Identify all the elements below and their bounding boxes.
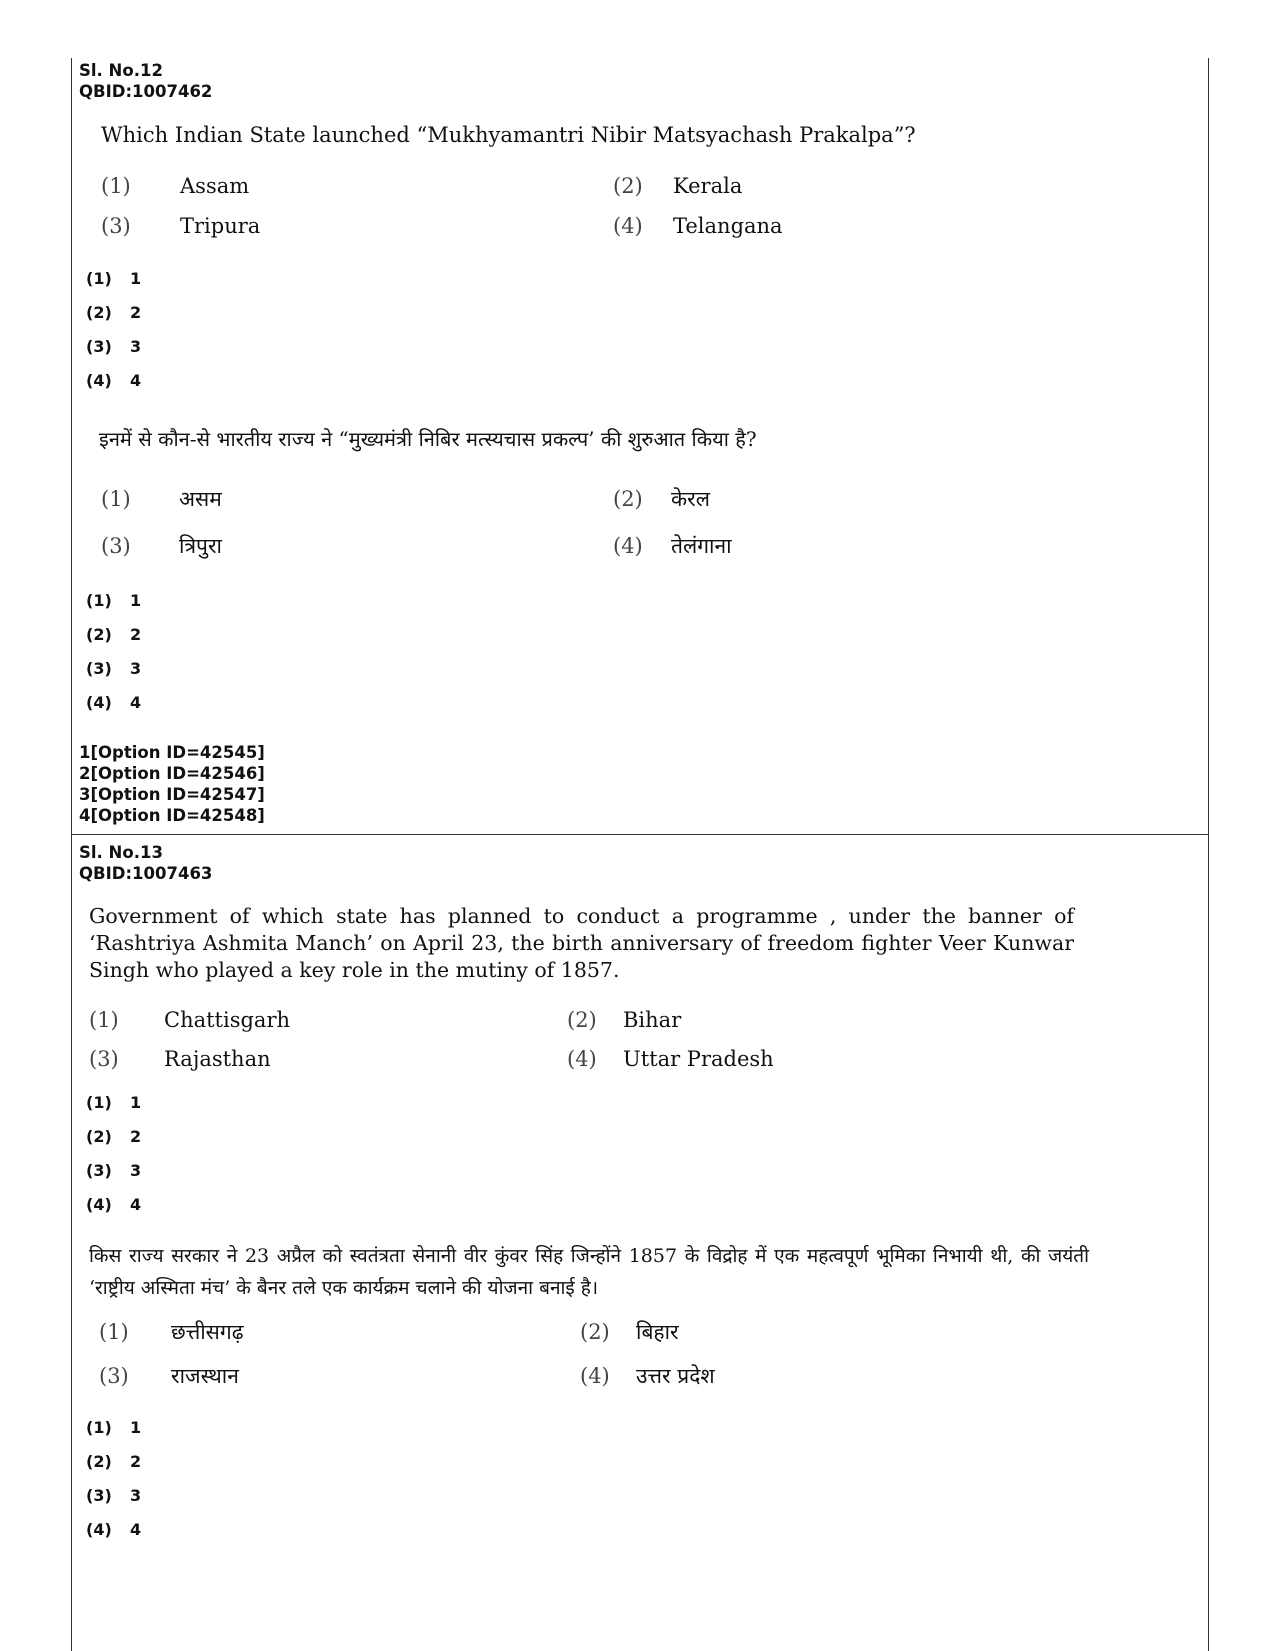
option-4-hindi — [580, 1363, 715, 1389]
option-2-hindi — [613, 486, 710, 512]
answer-choice[interactable]: (2) 2 — [86, 303, 142, 322]
option-2-english — [567, 1007, 682, 1033]
answer-choice[interactable]: (4) 4 — [86, 693, 142, 712]
left-border — [71, 58, 72, 1651]
answer-choice[interactable]: (1) 1 — [86, 591, 142, 610]
option-number: (3) — [89, 1047, 119, 1071]
option-text: छत्तीसगढ़ — [171, 1320, 244, 1344]
option-id: 4[Option ID=42548] — [79, 806, 265, 825]
serial-number: Sl. No.13 — [79, 843, 163, 862]
option-text: राजस्थान — [171, 1364, 239, 1388]
option-1-hindi — [101, 486, 222, 512]
answer-choice[interactable]: (4) 4 — [86, 1520, 142, 1539]
option-text: तेलंगाना — [671, 534, 732, 558]
option-number: (2) — [580, 1320, 610, 1344]
question-text-english: Which Indian State launched “Mukhyamantri Nibir Matsyachash Prakalpa”? — [101, 123, 916, 147]
option-number: (4) — [613, 534, 643, 558]
qbid: QBID:1007463 — [79, 864, 213, 883]
option-4-english — [613, 213, 783, 239]
right-border — [1208, 58, 1209, 1651]
answer-choice[interactable]: (2) 2 — [86, 1452, 142, 1471]
answer-choice[interactable]: (2) 2 — [86, 625, 142, 644]
question-divider — [71, 834, 1209, 835]
option-text: Chattisgarh — [164, 1008, 291, 1032]
option-number: (4) — [567, 1047, 597, 1071]
answer-choice[interactable]: (4) 4 — [86, 371, 142, 390]
option-id-list — [79, 742, 265, 826]
option-text: केरल — [671, 487, 710, 511]
option-text: Telangana — [673, 214, 783, 238]
question-text-hindi: इनमें से कौन-से भारतीय राज्य ने “मुख्यमंत्री निबिर मत्स्यचास प्रकल्प’ की शुरुआत किया है? — [99, 427, 757, 451]
option-text: Bihar — [623, 1008, 682, 1032]
option-number: (2) — [613, 487, 643, 511]
answer-choice[interactable]: (4) 4 — [86, 1195, 142, 1214]
option-1-hindi — [99, 1319, 244, 1345]
option-3-english — [101, 213, 261, 239]
option-id: 2[Option ID=42546] — [79, 764, 265, 783]
option-1-english — [101, 173, 250, 199]
option-text: बिहार — [636, 1320, 679, 1344]
answer-choice[interactable]: (1) 1 — [86, 1418, 142, 1437]
option-number: (1) — [99, 1320, 129, 1344]
option-text: उत्तर प्रदेश — [636, 1364, 715, 1388]
option-4-english — [567, 1046, 774, 1072]
answer-choice[interactable]: (3) 3 — [86, 1161, 142, 1180]
answer-choice[interactable]: (3) 3 — [86, 659, 142, 678]
option-number: (1) — [101, 487, 131, 511]
option-number: (2) — [567, 1008, 597, 1032]
option-text: Rajasthan — [164, 1047, 271, 1071]
answer-choice[interactable]: (3) 3 — [86, 337, 142, 356]
option-number: (4) — [580, 1364, 610, 1388]
option-number: (1) — [101, 174, 131, 198]
option-3-english — [89, 1046, 271, 1072]
option-id: 1[Option ID=42545] — [79, 743, 265, 762]
option-1-english — [89, 1007, 291, 1033]
option-number: (3) — [99, 1364, 129, 1388]
option-text: असम — [179, 487, 222, 511]
answer-choice[interactable]: (1) 1 — [86, 1093, 142, 1112]
serial-number: Sl. No.12 — [79, 61, 163, 80]
option-3-hindi — [99, 1363, 239, 1389]
question-text-hindi: किस राज्य सरकार ने 23 अप्रैल को स्वतंत्रता सेनानी वीर कुंवर सिंह जिन्होंने 1857 के विद्रोह में एक महत्वपूर्ण भूमिका निभायी थी, की जयंती ‘राष्ट्रीय अस्मिता मंच’ के बैनर तले एक कार्यक्रम चलाने की योजना बनाई है। — [89, 1245, 1089, 1299]
qbid: QBID:1007462 — [79, 82, 213, 101]
question-text-english: Government of which state has planned to conduct a programme , under the banner of ‘Rashtriya Ashmita Manch’ on April 23, the birth anniversary of freedom fighter Veer Kunwar Singh who played a key role in the mutiny of 1857. — [89, 904, 1074, 982]
option-text: Assam — [180, 174, 250, 198]
option-id: 3[Option ID=42547] — [79, 785, 265, 804]
option-2-hindi — [580, 1319, 679, 1345]
option-number: (3) — [101, 534, 131, 558]
answer-choice[interactable]: (1) 1 — [86, 269, 142, 288]
option-4-hindi — [613, 533, 732, 559]
option-number: (3) — [101, 214, 131, 238]
option-text: Uttar Pradesh — [623, 1047, 774, 1071]
option-number: (4) — [613, 214, 643, 238]
option-text: त्रिपुरा — [179, 534, 222, 558]
option-3-hindi — [101, 533, 222, 559]
answer-choice[interactable]: (3) 3 — [86, 1486, 142, 1505]
answer-choice[interactable]: (2) 2 — [86, 1127, 142, 1146]
option-number: (1) — [89, 1008, 119, 1032]
option-text: Tripura — [180, 214, 261, 238]
option-text: Kerala — [673, 174, 743, 198]
option-2-english — [613, 173, 743, 199]
option-number: (2) — [613, 174, 643, 198]
